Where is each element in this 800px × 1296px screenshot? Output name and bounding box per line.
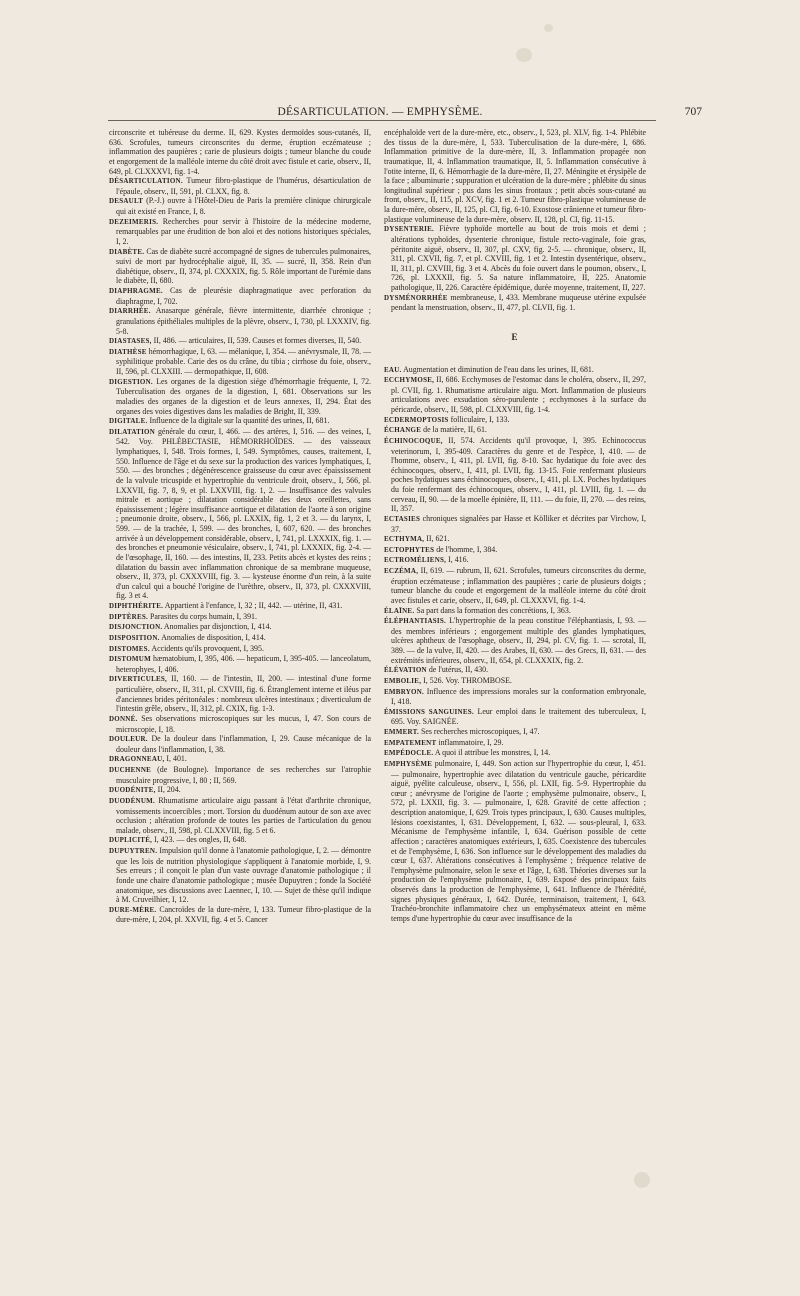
page-number: 707 [684, 106, 702, 118]
entry-headword: ÉLÉVATION [384, 666, 427, 675]
running-title: DÉSARTICULATION. — EMPHYSÈME. [277, 106, 483, 118]
index-entry [109, 674, 371, 714]
index-entry [109, 622, 371, 633]
entry-headword: DOULEUR. [109, 735, 148, 744]
entry-text: II, 204. [155, 785, 181, 795]
entry-headword: ÉLAÏNE. [384, 606, 415, 615]
entry-headword: DIATHÈSE [109, 347, 147, 356]
entry-headword: DUODÉNUM. [109, 796, 155, 805]
entry-text: I, 423. — des ongles, II, 648. [152, 835, 247, 845]
entry-headword: DIVERTICULES, [109, 675, 168, 684]
entry-text: Ses recherches microscopiques, I, 47. [419, 727, 540, 736]
index-entry [109, 377, 371, 417]
right-column [384, 128, 646, 924]
index-entry [109, 286, 371, 306]
entry-headword: EMPÉDOCLE. [384, 749, 434, 758]
entry-text: de l'utérus, II, 430. [426, 665, 489, 675]
entry-text: Anasarque générale, fièvre intermittente, diarrhée chronique ; granulations épithéliales multiples de la plèvre, observ., I, 730, pl. LXXXIV, fig. 5-8. [116, 306, 371, 336]
entry-headword: DIASTASES, [109, 337, 152, 346]
entry-text: II, 160. — de l'intestin, II, 200. — intestinal d'une forme particulière, observ., II, 311, pl. CXVIII, fig. 6. Étranglement interne et iléus par d'anciennes brides péritonéales : nombreux ulcères intestinaux ; diverticulum de l'intestin grêle, observ., II, 312, pl. CXIX, fig. 1-3. [116, 674, 371, 714]
entry-text: II, 686. Ecchymoses de l'estomac dans le choléra, observ., II, 297, pl. CVII, fig. 1. Rhumatisme articulaire aigu. Mort. Inflammation de plusieurs articulations avec exsudation séro-purulente ; ecchymoses à la surface du péricarde, observ., II, 598, pl. CLXXVIII, fig. 1-4. [391, 375, 646, 414]
entry-headword: ECTHYMA, [384, 535, 425, 544]
entry-text: L'hypertrophie de la peau constitue l'éléphantiasis, I, 93. — des membres inférieurs ; engorgement multiple des glandes lymphatiques, ulcères aphtheux de l'œsophage, observ., II, 294, pl. CV, fig. 1. — scrotal, II, 389. — de la vulve, II, 420. — des Arabes, II, 630. — des Grecs, II, 631. — des extrémités inférieures, observ., II, 654, pl. CLXXXIX, fig. 2. [391, 616, 646, 665]
index-entry [384, 128, 646, 224]
entry-text: Tumeur fibro-plastique de l'humérus, désarticulation de l'épaule, observ., II, 591, pl. CLXX, fig. 8. [116, 176, 371, 196]
entry-headword: ECTROMÉLIENS, [384, 556, 447, 565]
entry-text: I, 526. Voy. THROMBOSE. [421, 675, 512, 685]
index-entry [384, 425, 646, 436]
entry-text: I, 416. [446, 555, 469, 565]
index-entry [109, 336, 371, 347]
entry-headword: ÉLÉPHANTIASIS. [384, 617, 447, 626]
entry-text: II, 621. [424, 534, 450, 544]
entry-text: hémorrhagique, I, 63. — mélanique, I, 354. — anévrysmale, II, 78. — syphilitique probable. Carie des os du crâne, du tibia ; cirrhose du foie, observ., II, 596, pl. CLXXIII. — dermopathique, II, 608. [116, 346, 371, 376]
entry-text: Cancroïdes de la dure-mère, I, 133. Tumeur fibro-plastique de la dure-mère, I, 204, pl. XXVII, fig. 4 et 5. Cancer [116, 904, 371, 925]
index-entry [109, 427, 371, 601]
entry-text: Cas de diabète sucré accompagné de signes de tubercules pulmonaires, suivi de mort par hydrocéphalie aiguë, II, 35. — sucré, II, 358. Rein d'un diabétique, observ., II, 374, pl. CXXXIX, fig. 5. Rôle important de l'urémie dans le diabète, II, 680. [116, 246, 371, 286]
index-entry [109, 734, 371, 754]
entry-headword: ECZÉMA, [384, 567, 419, 575]
entry-text: Sa part dans la formation des concrétions, I, 363. [414, 605, 571, 615]
entry-headword: ECDERMOPTOSIS [384, 415, 449, 424]
entry-text: chroniques signalées par Hasse et Kölliker et décrites par Virchow, I, 37. [391, 513, 646, 534]
entry-headword: EMBOLIE, [384, 676, 422, 685]
entry-text: II, 574. Accidents qu'il provoque, I, 395. Echinococcus veterinorum, I, 395-409. Caractères du genre et de l'espèce, I, 410. — de l'homme, observ., I, 411, pl. LVII, fig. 8-10. Sac hydatique du foie avec des échinocoques, observ., I, 411, pl. LVII, fig. 13-15. Foie renfermant plusieurs poches hydatiques sans échinocoques, observ., I, 411, pl. LX. Poches hydatiques du foie renfermant des échinocoques, observ., I, 411, pl. LVIII, fig. 1. — du cerveau, II, 90. — de la moelle épinière, II, 111. — du foie, II, 270. — des reins, II, 357. [391, 435, 646, 514]
entry-text: Cas de pleurésie diaphragmatique avec perforation du diaphragme, I, 702. [116, 286, 371, 306]
entry-text: II, 486. — articulaires, II, 539. Causes et formes diverses, II, 540. [151, 336, 362, 346]
entry-headword: DRAGONNEAU, [109, 755, 165, 764]
index-entry [384, 514, 646, 534]
index-entry [109, 714, 371, 734]
entry-headword: DIGITALE. [109, 417, 148, 426]
index-entry [109, 128, 371, 176]
entry-headword: DURE-MÈRE. [109, 905, 157, 914]
entry-text: I, 401. [164, 754, 187, 764]
index-entry [384, 676, 646, 687]
index-entry [109, 306, 371, 336]
entry-headword: DONNÉ. [109, 714, 138, 723]
entry-headword: DUODÉNITE, [109, 786, 156, 795]
right-column-bottom [384, 365, 646, 924]
entry-text: A quoi il attribue les monstres, I, 14. [433, 748, 551, 758]
index-entry [384, 555, 646, 566]
entry-headword: DÉSARTICULATION. [109, 177, 183, 186]
index-entry [109, 644, 371, 655]
entry-headword: DYSENTERIE. [384, 225, 435, 234]
index-entry [384, 375, 646, 415]
index-entry [384, 665, 646, 676]
entry-headword: DIARRHÉE. [109, 307, 151, 316]
entry-text: Impulsion qu'il donne à l'anatomie pathologique, I, 2. — démontre que les lois de nutrition physiologique s'appliquent à l'anatomie morbide, I, 9. Ses erreurs ; il conçoit le plan d'un vaste ouvrage d'anatomie pathologique ; il fonde une chaire d'anatomie pathologique ; musée Dupuytren ; fonde la Société anatomique, ses discussions avec Laennec, I, 10. — Sujet de thèse qu'il indique à M. Cruveilhier, I, 12. [116, 846, 371, 905]
entry-headword: EMBRYON. [384, 687, 425, 696]
index-entry [384, 738, 646, 749]
entry-headword: DUPUYTREN. [109, 847, 158, 855]
index-entry [109, 217, 371, 247]
index-entry [384, 687, 646, 707]
entry-text: (de Boulogne). Importance de ses recherches sur l'atrophie musculaire progressive, I, 80 ; II, 569. [116, 765, 371, 785]
index-entry [384, 534, 646, 545]
entry-headword: ECTOPHYTES [384, 545, 435, 554]
left-column [109, 128, 371, 925]
entry-text: Anomalies par disjonction, I, 414. [162, 622, 272, 632]
entry-headword: ÉCHINOCOQUE, [384, 436, 443, 445]
index-entry [384, 365, 646, 376]
entry-text: Les organes de la digestion siége d'hémorrhagie fréquente, I, 72. Tuberculisation des organes de la digestion, I, 681. Observations sur les maladies des organes de la digestion et de leurs annexes, II, 294. État des organes des voies digestives dans les maladies de Bright, II, 339. [116, 376, 371, 416]
entry-headword: DISJONCTION. [109, 623, 163, 632]
entry-text: (P.-J.) ouvre à l'Hôtel-Dieu de Paris la première clinique chirurgicale qui ait existé en France, I, 8. [116, 196, 371, 216]
entry-headword: DYSMÉNORRHÉE [384, 293, 448, 302]
paper-stain [634, 1172, 650, 1188]
entry-headword: EMMERT. [384, 728, 420, 736]
entry-text: II, 619. — rubrum, II, 621. Scrofules, tumeurs circonscrites du derme, éruption eczémateuse ; inflammation des paupières ; carie de plusieurs doigts ; tumeur blanche du coude et engorgement de la malléole interne du côté droit avec fistules et carie, observ., II, 649, pl. CLXXXVI, fig. 1-4. [391, 566, 646, 605]
entry-text: pulmonaire, I, 449. Son action sur l'hypertrophie du cœur, I, 451. — pulmonaire, hypertrophie avec dilatation du ventricule gauche, péricardite aiguë, pyélite calculeuse, observ., I, 556, pl. LXII, fig. 5-9. Hypertrophie du cœur ; anévrysme de l'origine de l'aorte ; emphysème pulmonaire, observ., I, 572, pl. LXXII, fig. 3. — pulmonaire, I, 628. Gravité de cette affection ; description anatomique, I, 629. Trois types principaux, I, 630. Causes multiples, lésions coexistantes, I, 631. Développement, I, 632. — sous-pleural, I, 633. Mécanisme de l'emphysème infantile, I, 634. Guérison possible de cette affection ; caractères anatomiques extérieurs, I, 635. Coexistence des tubercules et de l'emphysème, I, 636. Son influence sur le développement des maladies du cœur I, 637. Altérations consécutives à l'emphysème ; fréquence relative de l'emphysème pulmonaire, selon le sexe et l'âge, I, 638. Théories diverses sur la production de l'emphysème pulmonaire, I, 639. Exposé des principaux faits observés dans la production de l'emphysème, I, 641. Influence de l'hérédité, signes physiques généraux, I, 642. Durée, terminaison, traitement, I, 643. Trachéo-bronchite inflammatoire chez un emphysémateux atteint en même temps d'une hypertrophie du cœur avec insuffisance de la [391, 758, 646, 923]
index-entry [109, 176, 371, 196]
entry-headword: DIPTÈRES. [109, 612, 149, 621]
index-entry [384, 727, 646, 738]
entry-text: Appartient à l'enfance, I, 32 ; II, 442. — utérine, II, 431. [163, 601, 343, 610]
entry-text: Ses observations microscopiques sur les mucus, I, 47. Son cours de microscopie, I, 18. [116, 713, 371, 734]
entry-text: Influence de la digitale sur la quantité des urines, II, 681. [147, 416, 330, 426]
index-entry [384, 436, 646, 514]
entry-headword: DESAULT [109, 197, 144, 206]
entry-text: De la douleur dans l'inflammation, I, 29. Cause mécanique de la douleur dans l'inflammation, I, 38. [116, 734, 371, 754]
entry-text: générale du cœur, I, 466. — des artères, I, 516. — des veines, I, 542. Voy. PHLÉBECTASIE, HÉMORRHOÏDES. — des vaisseaux lymphatiques, I, 548. Trois formes, I, 549. Symptômes, causes, traitement, I, 550. Influence de l'âge et du sexe sur la production des varices lymphatiques, I, 550. — des bronches ; dégénérescence graisseuse du cœur avec épaississement de la valvule tricuspide et hypertrophie du ventricule droit, observ., I, 566, pl. LXXVII, fig. 7, 8, 9, et pl. LXXVIII, fig. 1, 2. — Insuffisance des valvules mitrale et aortique ; dilatation considérable des deux oreillettes, sans épaississement ; légère insuffisance aortique et dilatation de l'aorte à son origine ; pneumonie droite, observ., I, 566, pl. LXXIX, fig. 1, 2 et 3. — du larynx, I, 599. — de la trachée, I, 599. — des bronches, I, 607, 620. — des bronches arrivée à un développement considérable, observ., I, 741, pl. LXXXIX, fig. 1. — des bronches et pneumonie vésiculaire, observ., I, 741, pl. LXXXIX, fig. 2-4. — de l'œsophage, II, 160. — des intestins, II, 233. Petits abcès et kystes des reins ; dilatation du bassin avec inflammation chronique de sa membrane muqueuse, observ., II, 373, pl. CXXXVIII, fig. 3. — kysteuse énorme d'un rein, à la suite d'un calcul qui a bouché l'origine de l'urèthre, observ., II, 373, pl. CXXXVIII, fig. 3 et 4. [116, 426, 371, 601]
entry-text: Accidents qu'ils provoquent, I, 395. [149, 643, 264, 653]
index-entry [109, 754, 371, 765]
index-entry [109, 247, 371, 287]
entry-headword: DIPHTHÉRITE. [109, 602, 164, 610]
right-column-top [384, 128, 646, 313]
entry-headword: DISTOMES. [109, 644, 150, 653]
index-entry [109, 633, 371, 644]
entry-headword: DIAPHRAGME. [109, 287, 163, 295]
index-entry [109, 196, 371, 216]
entry-text: de la matière, II, 61. [421, 425, 487, 435]
entry-headword: ECTASIES [384, 514, 421, 523]
paper-stain [516, 48, 532, 62]
entry-headword: EMPHYSÈME [384, 759, 433, 768]
index-entry [109, 785, 371, 796]
entry-text: encéphaloïde vert de la dure-mère, etc., observ., I, 523, pl. XLV, fig. 1-4. Phlébite des tissus de la dure-mère, I, 533. Tuberculisation de la dure-mère, I, 686. Inflammation primitive de la dure-mère, II, 3. Inflammation propagée non traumatique, II, 4. Inflammation traumatique, II, 5. Inflammation consécutive à l'otite interne, II, 6. Hémorrhagie de la dure-mère, II, 27. Méningite et érysipèle de la face ; albuminurie ; suppuration et ulcération de la dure-mère ; phlébite du sinus longitudinal supérieur ; pus dans les sinus frontaux ; petit abcès sous-cutané au front, observ., II, 115, pl. XCV, fig. 1 et 2. Tumeur fibro-plastique volumineuse de la dure-mère, observ., II, 125, pl. CI, fig. 6-10. Exostose crânienne et tumeur fibro-plastique volumineuse de la dure-mère, observ. II, 128, pl. CI, fig. 11-15. [384, 128, 646, 224]
index-entry [109, 416, 371, 427]
entry-headword: ECCHYMOSE, [384, 376, 435, 385]
index-entry [384, 606, 646, 617]
entry-text: folliculaire, I, 133. [448, 414, 510, 424]
entry-text: membraneuse, I, 433. Membrane muqueuse utérine expulsée pendant la menstruation, observ., II, 477, pl. CLVII, fig. 1. [391, 292, 646, 313]
index-entry [384, 566, 646, 606]
entry-text: Anomalies de disposition, I, 414. [159, 632, 266, 642]
entry-headword: DIGESTION. [109, 377, 153, 386]
entry-headword: ÉCHANGE [384, 426, 422, 435]
section-letter: E [511, 331, 519, 342]
entry-text: Recherches pour servir à l'histoire de la médecine moderne, remarquables par une érudition de bon aloi et des notions historiques spéciales, I, 2. [116, 216, 371, 246]
index-entry [384, 759, 646, 924]
entry-headword: DUPLICITÉ, [109, 836, 153, 845]
index-entry [384, 748, 646, 759]
entry-text: Augmentation et diminution de l'eau dans les urines, II, 681. [401, 364, 594, 374]
entry-text: Leur emploi dans le traitement des tuberculeux, I, 695. Voy. SAIGNÉE. [391, 706, 647, 727]
entry-headword: DEZEIMERIS. [109, 217, 159, 226]
entry-text: circonscrite et tubéreuse du derme. II, 629. Kystes dermoïdes sous-cutanés, II, 636. Scrofules, tumeurs circonscrites du derme, éruption eczémateuse ; inflammation des paupières ; carie de plusieurs doigts ; tumeur blanche du coude et engorgement de la malléole interne du côté droit avec fistule et carie, observ., II, 649, pl. CLXXXVI, fig. 1-4. [109, 128, 371, 176]
entry-text: Fièvre typhoïde mortelle au bout de trois mois et demi ; altérations typhoïdes, dysenterie chronique, fistule recto-vaginale, foie gras, péritonite aiguë, observ., II, 307, pl. CXV, fig. 2-5. — chronique, observ., II, 311, pl. CXVII, fig. 7, et pl. CXVIII, fig. 1 et 2. Intestin dysentérique, observ., II, 311, pl. CXVIII, fig. 3 et 4. Abcès du foie ouvert dans le poumon, observ., I, 726, pl. LXXXII, fig. 5. Sa nature inflammatoire, II, 225. Anatomie pathologique, II, 226. Caractère épidémique, durée moyenne, traitement, II, 227. [391, 224, 646, 292]
index-entry [384, 224, 646, 292]
entry-headword: DISPOSITION. [109, 633, 160, 642]
entry-text: Influence des impressions morales sur la conformation embryonale, I, 418. [391, 686, 646, 707]
index-entry [109, 765, 371, 785]
entry-text: de l'homme, I, 384. [434, 544, 498, 554]
index-entry [109, 347, 371, 377]
entry-text: hæmatobium, I, 395, 406. — hepaticum, I, 395-405. — lanceolatum, heterophyes, I, 406. [116, 654, 371, 674]
index-entry [109, 612, 371, 623]
index-entry [384, 415, 646, 426]
index-entry [109, 835, 371, 846]
index-entry [384, 616, 646, 665]
entry-text: inflammatoire, I, 29. [436, 737, 504, 747]
entry-text: Rhumatisme articulaire aigu passant à l'état d'arthrite chronique, vomissements incoercibles ; mort. Torsion du duodénum autour de son axe avec occlusion ; altération profonde de toutes les parties de l'articulation du genou malade, observ., II, 598, pl. CLXXVIII, fig. 5 et 6. [116, 795, 371, 835]
header-rule [108, 120, 656, 121]
entry-headword: EAU. [384, 365, 402, 374]
entry-headword: EMPATEMENT [384, 738, 437, 747]
index-entry [384, 293, 646, 313]
entry-headword: DIABÈTE. [109, 247, 145, 256]
entry-headword: DILATATION [109, 427, 156, 436]
index-entry [109, 601, 371, 612]
index-entry [384, 545, 646, 556]
entry-headword: ÉMISSIONS SANGUINES. [384, 707, 474, 716]
index-entry [109, 796, 371, 836]
entry-text: Parasites du corps humain, I, 391. [148, 611, 257, 621]
index-entry [109, 905, 371, 925]
entry-headword: DUCHENNE [109, 766, 152, 774]
entry-headword: DISTOMUM [109, 655, 151, 664]
index-entry [109, 654, 371, 674]
index-entry [384, 707, 646, 727]
index-entry [109, 846, 371, 905]
paper-stain [544, 24, 553, 32]
